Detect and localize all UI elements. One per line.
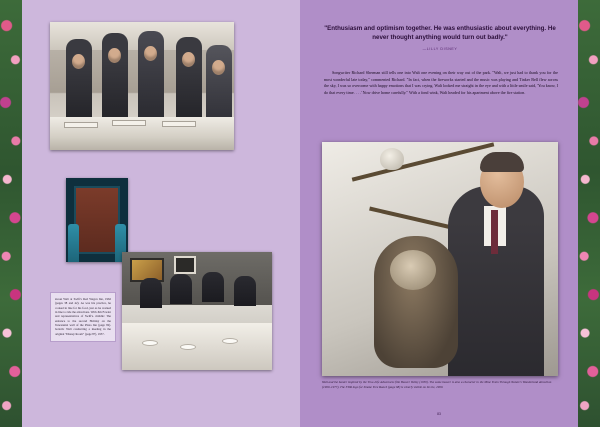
photo-column [68, 224, 79, 262]
photo-walt-and-men-with-food-trays [50, 22, 234, 150]
photo-walt-hair [480, 152, 524, 172]
photo-walt-at-dinner-table [122, 252, 272, 370]
caption-body: Walt at Swift's Red Wagon Inn, 1962 (pages 38 and 42). As was his practice, he cooked in line for his food, just as he worked in line to ride the attractions. With Jim Fowler and representatives of Swift's. middle: The entrance to the second Holiday on the Tencennial wall of the Plaza Inn (page 82). bottom: Walt conducting a meeting in the original "Disney Room" (page 87), 1957. [55, 297, 111, 336]
page-number [300, 411, 578, 417]
photo-dining-table [122, 323, 272, 370]
photo-plate [142, 340, 158, 346]
left-page-caption [50, 292, 116, 342]
caption-text [55, 297, 111, 336]
photo-food-tray [162, 121, 196, 127]
photo-doorway [74, 186, 120, 254]
photo-figure [202, 272, 224, 302]
right-page [300, 0, 578, 427]
photo-figure-head [72, 54, 85, 69]
pull-quote-text: "Enthusiasm and optimism together. He was enthusiastic about everything. He never thought anything would turn out badly." [324, 25, 556, 42]
photo-figure [176, 37, 202, 117]
photo-food-tray [112, 120, 146, 126]
photo-figure-head [182, 52, 195, 67]
photo-figure [66, 39, 92, 117]
floral-border-right [578, 0, 600, 427]
left-page [22, 0, 300, 427]
photo-figure-head [144, 46, 157, 61]
pull-quote [322, 24, 558, 51]
photo-figure [102, 33, 128, 117]
photo-wall-art [174, 256, 196, 274]
photo-figure [170, 274, 192, 304]
photo-walt-tie [491, 210, 498, 254]
page-number-text: 83 [437, 412, 441, 416]
photo-walt-with-tree-life-animals [322, 142, 558, 376]
photo-figure [138, 31, 164, 117]
right-page-photo-caption [322, 380, 558, 390]
photo-plate [222, 338, 238, 344]
photo-architectural-detail-blue-columns [66, 178, 128, 262]
photo-figure-head [212, 60, 225, 75]
caption-text: Walt and the banter inspired by the True-Life Adventures film Beaver Valley (1950). The same beaver is also a character in the Mine Train Through Nature's Wonderland attraction (1960–1977), The FDR logo for Smoke Tree Ranch (page 68) is clearly visible on his tie, 1960. [322, 380, 552, 389]
photo-bird [380, 148, 404, 170]
floral-border-left [0, 0, 22, 427]
photo-figure [206, 45, 232, 117]
photo-figure-head [108, 48, 121, 63]
body-paragraph: Songwriter Richard Sherman still tells one into Walt one evening on their way out of the park. "Walt, we just had to thank you for the most wonderful late today," commented Richard. "In fact, when the fireworks started and the music was playing and Tinker Bell flew across the sky, I was so overcome with happy emotions that I was crying. Walt looked me straight in the eye and with a little smile said, 'You know, I do that every time. . . .' Now drive home carefully." With a fond wink, Walt headed for his apartment above the fire station. [324, 70, 558, 95]
caption-lead-in: from [55, 297, 62, 301]
photo-food-tray [64, 122, 98, 128]
photo-beaver-face [390, 250, 436, 290]
photo-figure [140, 278, 162, 308]
photo-beaver [374, 236, 458, 368]
pull-quote-attribution: —LILLY DISNEY [422, 46, 458, 51]
photo-plate [180, 344, 196, 350]
photo-figure [234, 276, 256, 306]
body-copy [324, 70, 558, 97]
